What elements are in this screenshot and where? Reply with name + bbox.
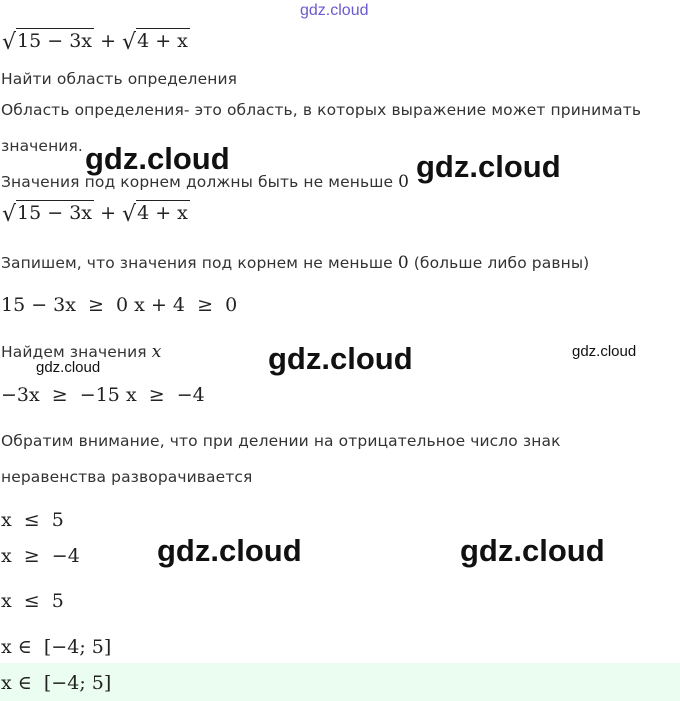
zero-value-2: 0 bbox=[397, 253, 409, 273]
definition-line-1: Область определения- это область, в которых выражение может принимать bbox=[1, 101, 642, 119]
answer-result: x ∈ [−4; 5] bbox=[1, 672, 112, 694]
plus-sign-b: + bbox=[100, 202, 116, 224]
watermark: gdz.cloud bbox=[268, 341, 413, 376]
write-down-pre: Запишем, что значения под корнем не меньше bbox=[1, 254, 393, 272]
radicand-1b: 15 − 3x bbox=[17, 202, 93, 224]
interval-result: x ∈ [−4; 5] bbox=[1, 636, 112, 658]
plus-sign: + bbox=[100, 30, 116, 52]
expression-1: √15 − 3x + √4 + x bbox=[2, 30, 188, 55]
find-x-label: Найдем значения bbox=[1, 343, 147, 361]
inequality-x-ge-neg4: x ≥ −4 bbox=[1, 545, 80, 567]
find-domain-text: Найти область определения bbox=[1, 70, 238, 88]
radicand-2b: 4 + x bbox=[137, 202, 188, 224]
write-down-text bbox=[1, 253, 589, 273]
watermark: gdz.cloud bbox=[572, 343, 637, 360]
inequality-system-1: 15 − 3x ≥ 0 x + 4 ≥ 0 bbox=[1, 294, 238, 316]
watermark: gdz.cloud bbox=[460, 533, 605, 568]
radicand-1: 15 − 3x bbox=[17, 30, 93, 52]
definition-line-2: значения. bbox=[1, 137, 83, 155]
under-root-label: Значения под корнем должны быть не меньше bbox=[1, 173, 394, 191]
watermark: gdz.cloud bbox=[157, 533, 302, 568]
watermark: gdz.cloud bbox=[36, 359, 101, 376]
note-line-2: неравенства разворачивается bbox=[1, 468, 253, 486]
watermark: gdz.cloud bbox=[416, 149, 561, 184]
watermark: gdz.cloud bbox=[85, 141, 230, 176]
x-variable: x bbox=[151, 342, 162, 362]
zero-value: 0 bbox=[398, 172, 410, 192]
inequality-system-2: −3x ≥ −15 x ≥ −4 bbox=[1, 384, 205, 406]
inequality-x-le-5: x ≤ 5 bbox=[1, 509, 64, 531]
radicand-2: 4 + x bbox=[137, 30, 188, 52]
note-line-1: Обратим внимание, что при делении на отрицательное число знак bbox=[1, 432, 561, 450]
write-down-post: (больше либо равны) bbox=[413, 254, 590, 272]
inequality-x-le-5-b: x ≤ 5 bbox=[1, 590, 64, 612]
expression-2: √15 − 3x + √4 + x bbox=[2, 202, 188, 227]
watermark-top: gdz.cloud bbox=[300, 2, 369, 19]
